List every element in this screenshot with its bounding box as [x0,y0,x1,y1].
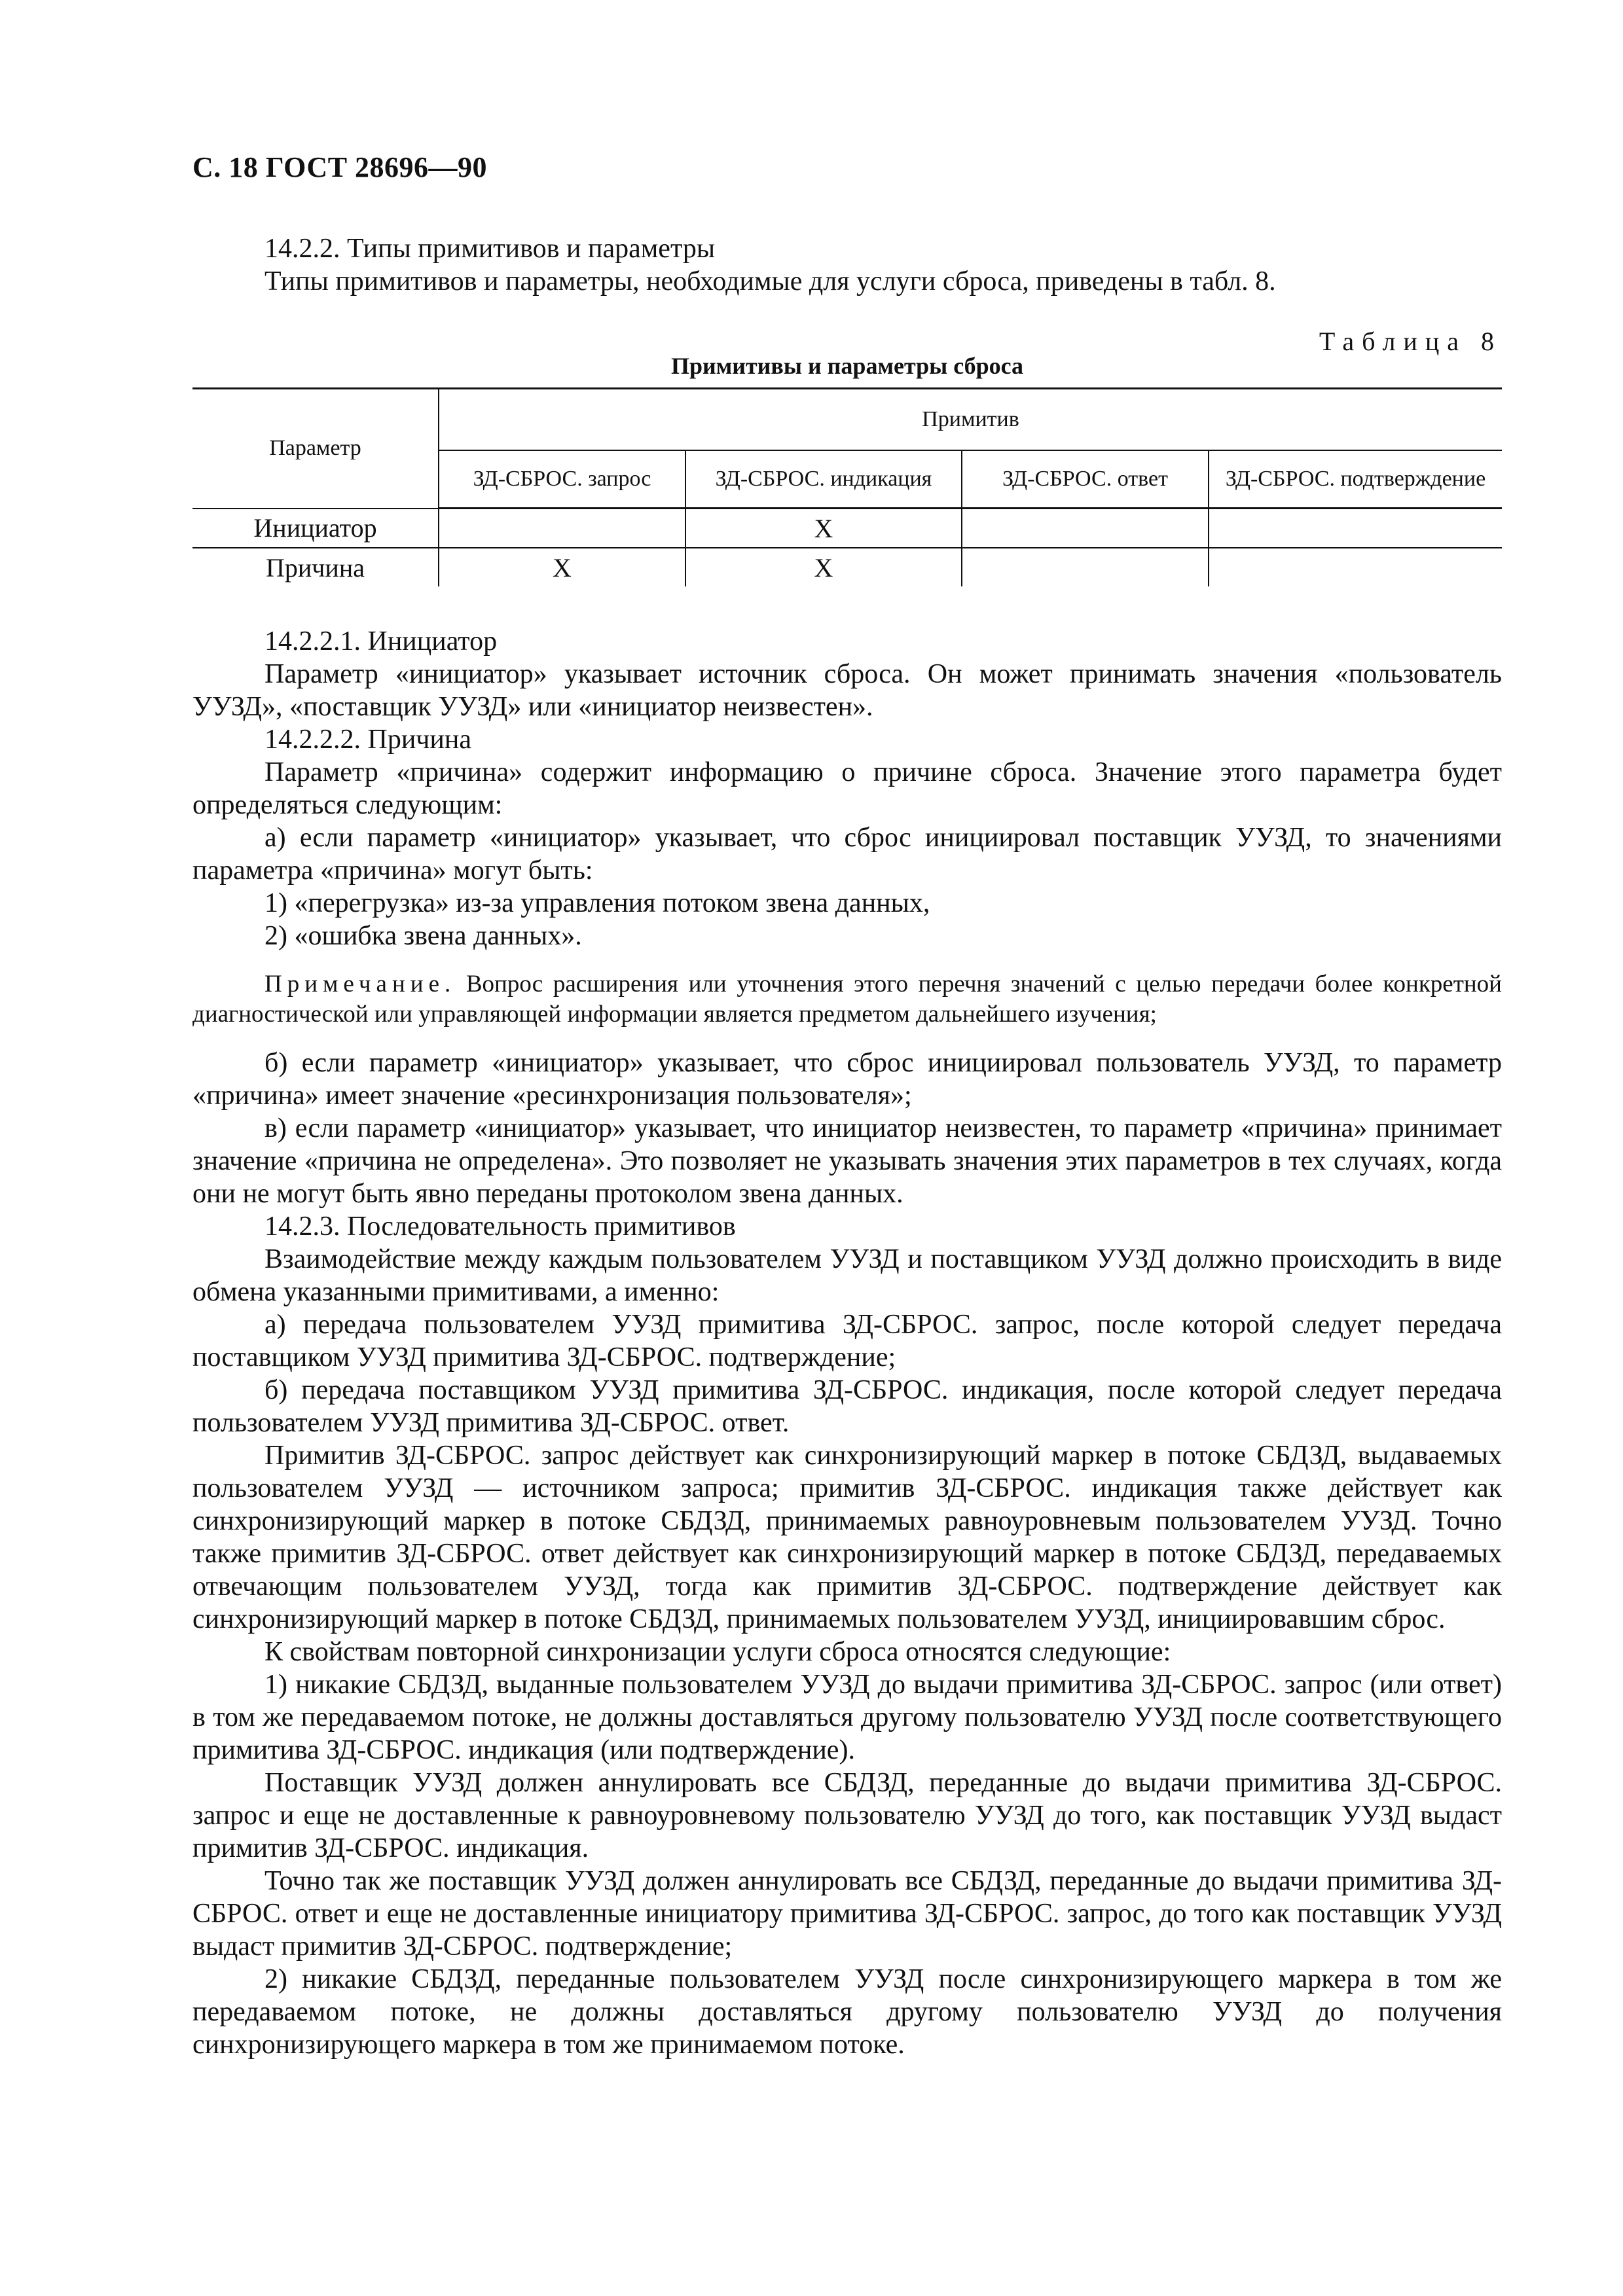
paragraph: Параметр «инициатор» указывает источник сброса. Он может принимать значения «пользователь УУЗД», «поставщик УУЗД» или «инициатор неизвестен». [192,659,1502,722]
paragraph: а) если параметр «инициатор» указывает, что сброс инициировал поставщик УУЗД, то значениями параметра «причина» могут быть: [192,823,1502,886]
paragraph: К свойствам повторной синхронизации услуги сброса относятся следующие: [264,1637,1171,1667]
primitive-group-header: Примитив [439,389,1502,451]
intro-section [192,232,1502,298]
subsection-heading: 14.2.2.1. Инициатор [264,626,498,656]
table-cell [439,509,685,548]
table-title: Примитивы и параметры сброса [670,353,1024,379]
paragraph: Параметр «причина» содержит информацию о причине сброса. Значение этого параметра будет определяться следующим: [192,757,1502,820]
intro-paragraph: Типы примитивов и параметры, необходимые для услуги сброса, приведены в табл. 8. [264,266,1276,296]
main-text [192,625,1502,2061]
paragraph: в) если параметр «инициатор» указывает, что инициатор неизвестен, то параметр «причина» принимает значение «причина не определена». Это позволяет не указывать значения этих параметров в тех случаях, когда они не могут быть явно переданы протоколом звена данных. [192,1113,1502,1209]
list-item: 1) «перегрузка» из-за управления потоком звена данных, [264,888,930,918]
list-item: а) передача пользователем УУЗД примитива ЗД-СБРОС. запрос, после которой следует передача поставщиком УУЗД примитива ЗД-СБРОС. подтверждение; [192,1310,1502,1372]
section-heading: 14.2.2. Типы примитивов и параметры [264,234,716,264]
paragraph: б) если параметр «инициатор» указывает, что сброс инициировал пользователь УУЗД, то параметр «причина» имеет значение «ресинхронизация пользователя»; [192,1048,1502,1111]
row-label: Инициатор [192,509,439,548]
paragraph: Поставщик УУЗД должен аннулировать все СБДЗД, переданные до выдачи примитива ЗД-СБРОС. запрос и еще не доставленные к равноуровневому пользователю УУЗД до того, как поставщик УУЗД выдаст примитив ЗД-СБРОС. индикация. [192,1768,1502,1863]
table-cell: X [685,548,962,586]
paragraph: Взаимодействие между каждым пользователем УУЗД и поставщиком УУЗД должно происходить в виде обмена указанными примитивами, а именно: [192,1244,1502,1307]
subsection-heading: 14.2.3. Последовательность примитивов [264,1211,736,1242]
table-caption: Таблица 8 [1319,327,1502,356]
note [192,969,1502,1030]
table-header-row [192,389,1502,451]
list-item: б) передача поставщиком УУЗД примитива ЗД-СБРОС. индикация, после которой следует передача пользователем УУЗД примитива ЗД-СБРОС. ответ. [192,1375,1502,1438]
column-header: ЗД-СБРОС. запрос [439,450,685,509]
table-cell [1209,509,1502,548]
page-header: С. 18 ГОСТ 28696—90 [192,151,488,183]
note-label: Примечание. [264,971,456,997]
list-item: 1) никакие СБДЗД, выданные пользователем УУЗД до выдачи примитива ЗД-СБРОС. запрос (или ответ) в том же передаваемом потоке, не должны доставляться другому пользователю УУЗД после соответствующего примитива ЗД-СБРОС. индикация (или подтверждение). [192,1670,1502,1765]
list-item: 2) «ошибка звена данных». [264,921,582,951]
table-cell [1209,548,1502,586]
row-label: Причина [192,548,439,586]
paragraph: Точно так же поставщик УУЗД должен аннулировать все СБДЗД, переданные до выдачи примитива ЗД-СБРОС. ответ и еще не доставленные инициатору примитива ЗД-СБРОС. запрос, до того как поставщик УУЗД выдаст примитив ЗД-СБРОС. подтверждение; [192,1866,1502,1962]
primitives-table [192,387,1502,586]
table-cell: X [685,509,962,548]
column-header: ЗД-СБРОС. ответ [962,450,1209,509]
table-cell: X [439,548,685,586]
subsection-heading: 14.2.2.2. Причина [264,725,472,755]
column-header: ЗД-СБРОС. индикация [685,450,962,509]
table-cell [962,548,1209,586]
list-item: 2) никакие СБДЗД, переданные пользователем УУЗД после синхронизирующего маркера в том же передаваемом потоке, не должны доставляться другому пользователю УУЗД до получения синхронизирующего маркера в том же принимаемом потоке. [192,1964,1502,2060]
column-header: ЗД-СБРОС. подтверждение [1209,450,1502,509]
paragraph: Примитив ЗД-СБРОС. запрос действует как синхронизирующий маркер в потоке СБДЗД, выдаваемых пользователем УУЗД — источником запроса; примитив ЗД-СБРОС. индикация также действует как синхронизирующий маркер в потоке СБДЗД, принимаемых равноуровневым пользователем УУЗД. Точно также примитив ЗД-СБРОС. ответ действует как синхронизирующий маркер в потоке СБДЗД, передаваемых отвечающим пользователем УУЗД, тогда как примитив ЗД-СБРОС. подтверждение действует как синхронизирующий маркер в потоке СБДЗД, принимаемых пользователем УУЗД, инициировавшим сброс. [192,1441,1502,1634]
table-row [192,509,1502,548]
table-row [192,548,1502,586]
note-text: Вопрос расширения или уточнения этого перечня значений с целью передачи более конкретной диагностической или управляющей информации является предметом дальнейшего изучения; [192,971,1502,1028]
param-column-header: Параметр [192,389,439,509]
table-cell [962,509,1209,548]
